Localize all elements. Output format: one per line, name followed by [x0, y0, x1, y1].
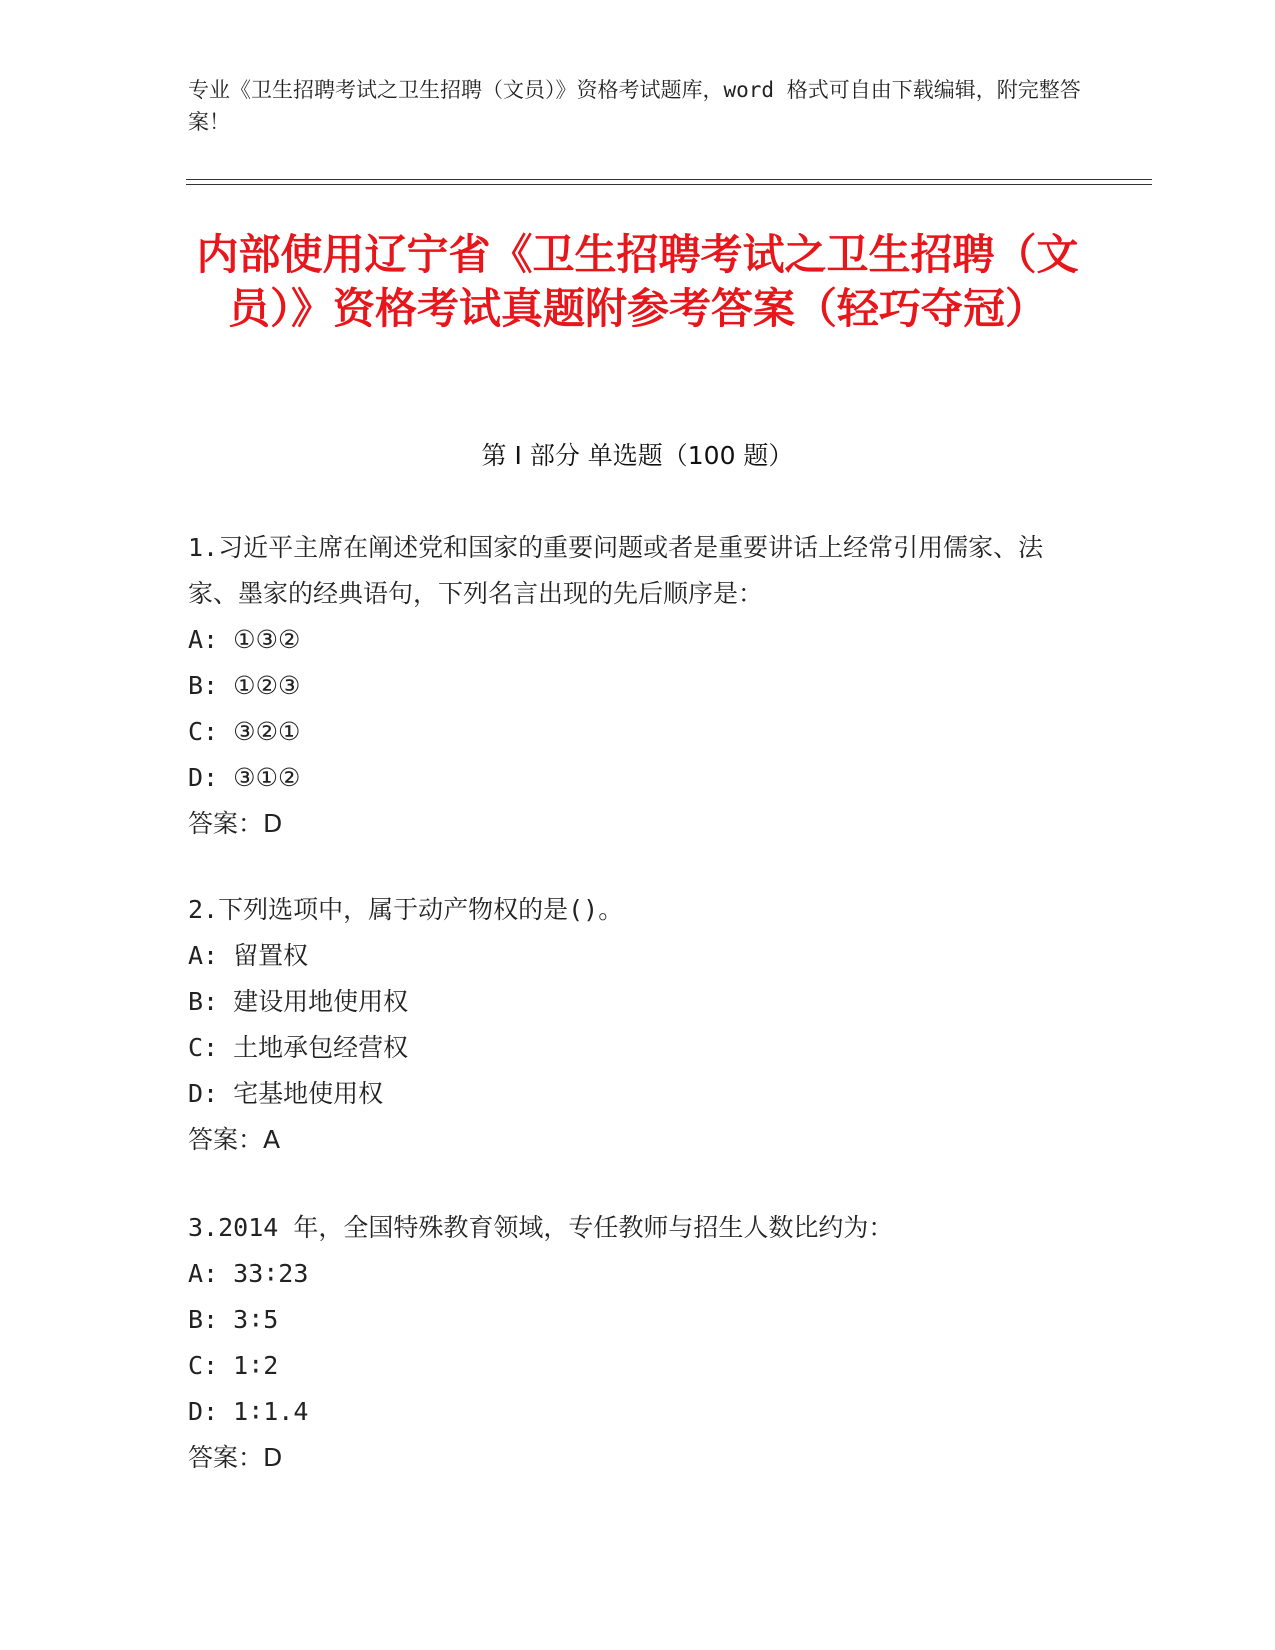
answer-line: 答案：D: [188, 809, 283, 838]
question-block: [188, 525, 1088, 847]
option-b: B: ①②③: [188, 671, 301, 700]
option-c: C: 1∶2: [188, 1351, 279, 1380]
option-a: A: 留置权: [188, 941, 309, 970]
section-heading: 第 I 部分 单选题（100 题）: [481, 441, 794, 470]
header-note: 专业《卫生招聘考试之卫生招聘（文员）》资格考试题库，word 格式可自由下载编辑，附完整答案！: [188, 78, 1081, 134]
question-stem: 3.2014 年，全国特殊教育领域，专任教师与招生人数比约为：: [188, 1213, 894, 1242]
question-stem: 2.下列选项中，属于动产物权的是()。: [188, 895, 624, 924]
option-c: C: ③②①: [188, 717, 301, 746]
answer-line: 答案：D: [188, 1443, 283, 1472]
option-c: C: 土地承包经营权: [188, 1033, 409, 1062]
option-d: D: 宅基地使用权: [188, 1079, 384, 1108]
option-a: A: ①③②: [188, 625, 301, 654]
header-divider-top: [186, 179, 1152, 180]
header-divider-bottom: [186, 184, 1152, 185]
question-block: [188, 1205, 1088, 1481]
option-d: D: ③①②: [188, 763, 301, 792]
answer-line: 答案：A: [188, 1125, 281, 1154]
option-b: B: 3∶5: [188, 1305, 279, 1334]
question-block: [188, 887, 1088, 1163]
document-title: 内部使用辽宁省《卫生招聘考试之卫生招聘（文员）》资格考试真题附参考答案（轻巧夺冠）: [196, 230, 1079, 333]
option-d: D: 1∶1.4: [188, 1397, 309, 1426]
option-a: A: 33∶23: [188, 1259, 309, 1288]
question-stem: 1.习近平主席在阐述党和国家的重要问题或者是重要讲话上经常引用儒家、法家、墨家的经典语句，下列名言出现的先后顺序是：: [188, 533, 1044, 608]
option-b: B: 建设用地使用权: [188, 987, 409, 1016]
